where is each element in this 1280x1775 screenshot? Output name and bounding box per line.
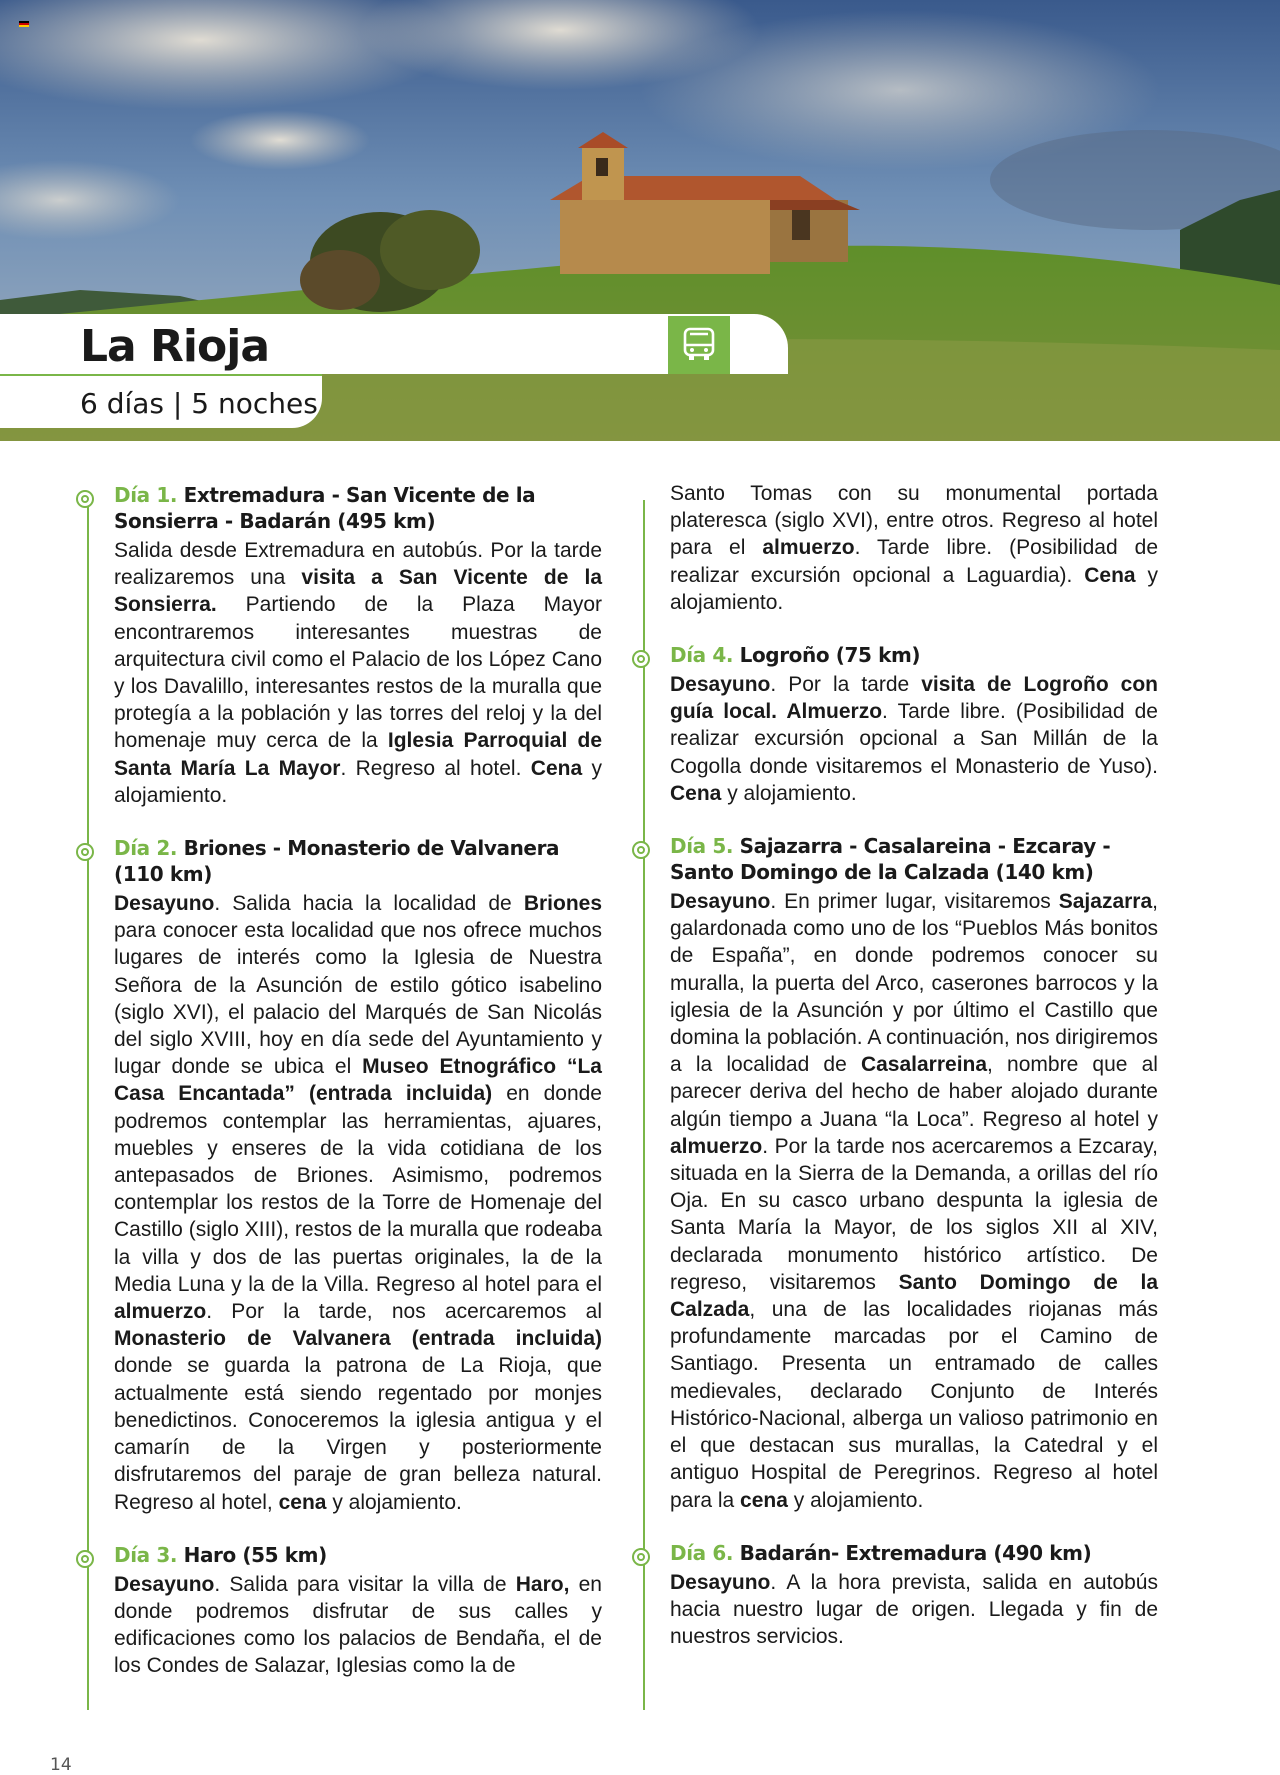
day-6-description [670,1569,1158,1651]
page-title: La Rioja [80,321,270,372]
day-3-section [78,1542,602,1680]
day-4-description [670,671,1158,807]
highlight-text: Briones [523,892,602,916]
day-4-section [634,642,1158,807]
day-number: Día 2. [114,836,178,861]
day-2-description [114,890,602,1516]
timeline-marker-icon [76,1550,94,1568]
day-1-description [114,537,602,809]
day-4-heading [670,642,1158,668]
day-6-heading [670,1540,1158,1566]
highlight-text: Cena [1084,563,1136,587]
highlight-text: Cena [670,781,722,805]
day-title: Badarán- Extremadura (490 km) [739,1540,1092,1565]
highlight-text: Desayuno [670,1570,771,1594]
page-number: 14 [50,1755,72,1775]
day-3-continuation [634,480,1158,616]
day-1-heading [114,482,602,534]
body-text: Santo Tomas con su monumental portada plateresca (siglo XVI), entre otros. Regreso al hotel para el [670,482,1158,560]
highlight-text: Desayuno [114,892,215,916]
day-6-section [634,1540,1158,1651]
highlight-text: almuerzo [670,1134,763,1158]
body-text: . Por la tarde [770,673,922,697]
body-text: , nombre que al parecer deriva del hecho de haber alojado durante algún tiempo a Juana “la Loca”. Regreso al hotel y [670,1053,1158,1131]
body-text: y alojamiento. [787,1488,924,1512]
spain-flag-icon [19,21,29,27]
highlight-text: visita a San Vicente de la Sonsierra. [114,566,603,617]
highlight-text: Santo Domingo de la Calzada [670,1270,1159,1322]
highlight-text: Museo Etnográfico “La Casa Encantada” (entrada incluida) [114,1055,602,1106]
itinerary-right-column [634,480,1158,1676]
highlight-text: almuerzo [762,536,855,560]
timeline-marker-icon [76,843,94,861]
body-text: , una de las localidades riojanas más profundamente marcadas por el Camino de Santiago. Presenta un entramado de calles medievales, declarado Conjunto de Interés Histórico-Nacional, alberga un valioso patrimonio en el que destacan sus murallas, la Catedral y el antiguo Hospital de Peregrinos. Regreso al hotel para la [670,1298,1158,1512]
itinerary-left-column [78,482,602,1706]
day-title: Briones - Monasterio de Valvanera (110 km) [114,836,560,887]
day-5-section [634,833,1158,1514]
day-3-heading [114,1542,602,1568]
highlight-text: Desayuno [670,890,771,914]
day-2-section [78,835,602,1516]
body-text: para conocer esta localidad que nos ofrece muchos lugares de interés como la Iglesia de Nuestra Señora de la Asunción de estilo gótico isabelino (siglo XVI), el palacio del Marqués de San Nicolás del siglo XVIII, hoy en día sede del Ayuntamiento y lugar donde se ubica el [114,919,602,1079]
body-text: Salida desde Extremadura en autobús. Por la tarde realizaremos una [114,539,602,590]
day-title: Sajazarra - Casalareina - Ezcaray - Santo Domingo de la Calzada (140 km) [670,834,1111,885]
day-number: Día 1. [114,483,178,507]
day-number: Día 4. [670,643,734,668]
body-text: en donde podremos disfrutar de sus calles y edificaciones como los palacios de Bendaña, el de los Condes de Salazar, Iglesias como la de [114,1572,602,1678]
highlight-text: Desayuno [670,673,771,697]
timeline-marker-icon [76,490,94,508]
body-text: en donde podremos contemplar las herramientas, ajuares, muebles y enseres de la vida cotidiana de los antepasados de Briones. Asimismo, podremos contemplar los restos de la Torre de Homenaje del Castillo (siglo XIII), restos de la muralla que rodeaba la villa y dos de las puertas originales, la de la Media Luna y la de la Villa. Regreso al hotel para el [114,1082,602,1296]
highlight-text: cena [740,1488,788,1512]
body-text: . Regreso al hotel. [340,756,531,780]
highlight-text: Desayuno [114,1572,215,1596]
body-text: . A la hora prevista, salida en autobús hacia nuestro lugar de origen. Llegada y fin de nuestros servicios. [670,1570,1158,1649]
body-text: . Salida para visitar la villa de [214,1572,516,1596]
highlight-text: Casalarreina [860,1053,988,1077]
body-text: y alojamiento. [114,756,602,807]
timeline-marker-icon [632,650,650,668]
day-number: Día 6. [670,1540,734,1565]
day-1-section [78,482,602,809]
body-text: donde se guarda la patrona de La Rioja, que actualmente está siendo regentado por monjes benedictinos. Conoceremos la iglesia antigua y el camarín de la Virgen y posteriormente disfrutaremos del paraje de gran belleza natural. Regreso al hotel, [114,1354,602,1514]
highlight-text: Sajazarra [1058,890,1153,914]
body-text: . Por la tarde, nos acercaremos al [206,1300,602,1324]
body-text: y alojamiento. [721,781,857,805]
highlight-text: cena [278,1490,327,1514]
highlight-text: Monasterio de Valvanera (entrada incluida) [114,1327,602,1351]
body-text: , galardonada como uno de los “Pueblos Más bonitos de España”, en donde podremos conocer su muralla, la puerta del Arco, caserones barrocos y la iglesia de la Asunción y por último el Castillo que domina la población. A continuación, nos dirigiremos a la localidad de [670,890,1158,1077]
day-number: Día 5. [670,834,734,859]
body-text: . Salida hacia la localidad de [214,892,524,916]
highlight-text: Cena [530,756,583,780]
day-5-description [670,888,1158,1514]
highlight-text: almuerzo [114,1300,207,1324]
body-text: . Por la tarde nos acercaremos a Ezcaray, situada en la Sierra de la Demanda, a orillas del río Oja. En su casco urbano despunta la iglesia de Santa María la Mayor, de los siglos XII al XIV, declarada monumento histórico artístico. De regreso, visitaremos [670,1134,1158,1294]
bus-icon [681,326,717,364]
page-subtitle: 6 días | 5 noches [80,387,318,420]
highlight-text: visita de Logroño con guía local. Almuerzo [670,673,1159,724]
timeline-marker-icon [632,841,650,859]
highlight-text: Haro, [515,1572,570,1596]
highlight-text: Iglesia Parroquial de Santa María La Mayor [114,729,602,780]
day-title: Logroño (75 km) [739,643,921,668]
day-3-description [114,1571,602,1680]
body-text: . En primer lugar, visitaremos [770,890,1059,914]
body-text: y alojamiento. [670,563,1158,614]
day-5-heading [670,833,1158,885]
body-text: . Tarde libre. (Posibilidad de realizar excursión opcional a Laguardia). [670,536,1158,587]
bus-badge [668,316,730,374]
body-text: . Tarde libre. (Posibilidad de realizar excursión opcional a San Millán de la Cogolla donde visitaremos el Monasterio de Yuso). [670,700,1158,778]
day-title: Extremadura - San Vicente de la Sonsierra - Badarán (495 km) [114,483,536,533]
day-2-heading [114,835,602,887]
day-title: Haro (55 km) [183,1542,327,1567]
timeline-marker-icon [632,1548,650,1566]
day-number: Día 3. [114,1542,178,1567]
body-text: y alojamiento. [326,1490,462,1514]
body-text: Partiendo de la Plaza Mayor encontraremos interesantes muestras de arquitectura civil como el Palacio de los López Cano y los Davalillo, interesantes restos de la muralla que protegía a la población y las torres del reloj y la del homenaje muy cerca de la [114,593,602,753]
